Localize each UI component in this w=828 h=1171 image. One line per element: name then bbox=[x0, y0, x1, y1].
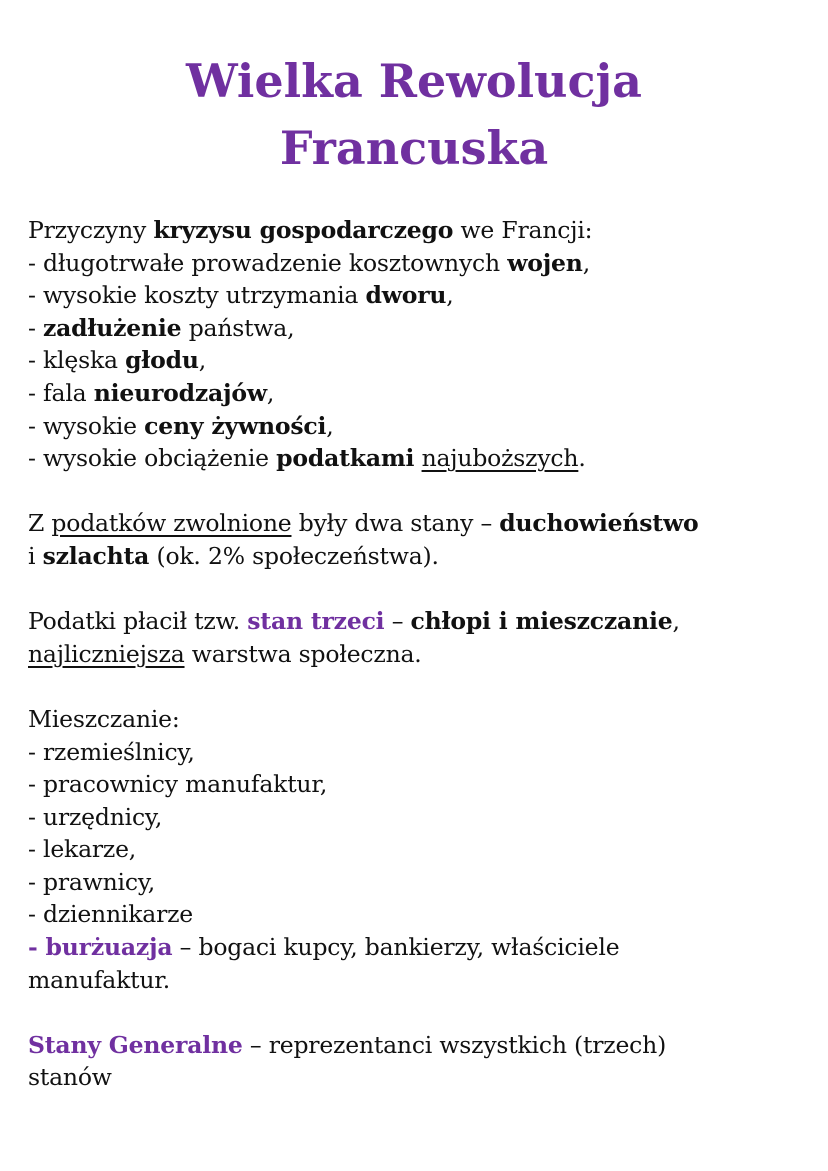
paragraph-gap bbox=[28, 996, 818, 1029]
exempt-line-1 bbox=[28, 507, 818, 540]
exempt-text: Z bbox=[28, 509, 52, 538]
estates-line-2: stanów bbox=[28, 1063, 112, 1092]
crisis-item-text: wysokie koszty utrzymania bbox=[43, 281, 366, 310]
bullet-dash: - bbox=[28, 313, 44, 342]
document-body bbox=[28, 214, 818, 1094]
crisis-item-bold: głodu bbox=[125, 346, 199, 375]
bourgeoisie-accent: burżuazja bbox=[45, 933, 173, 962]
list-item: - pracownicy manufaktur, bbox=[28, 770, 328, 799]
crisis-item-text: państwa, bbox=[181, 313, 295, 342]
taxes-text: warstwa społeczna. bbox=[184, 639, 422, 668]
crisis-item-end: . bbox=[578, 444, 586, 473]
exempt-line-2 bbox=[28, 540, 818, 573]
crisis-intro-bold: kryzysu gospodarczego bbox=[153, 216, 454, 244]
exempt-bold: szlachta bbox=[42, 541, 150, 570]
crisis-item bbox=[28, 247, 818, 280]
crisis-item-underline: najuboższych bbox=[421, 444, 579, 473]
burghers-heading: Mieszczanie: bbox=[28, 704, 180, 733]
crisis-item bbox=[28, 312, 818, 345]
taxes-line-2 bbox=[28, 638, 818, 671]
crisis-item-end: , bbox=[198, 346, 207, 375]
list-item: - rzemieślnicy, bbox=[28, 737, 195, 766]
estates-text: – reprezentanci wszystkich (trzech) bbox=[242, 1030, 667, 1059]
list-item: - dziennikarze bbox=[28, 900, 194, 929]
crisis-item bbox=[28, 344, 818, 377]
bullet-dash: - bbox=[28, 378, 44, 407]
taxes-text: , bbox=[672, 607, 680, 636]
taxes-text: – bbox=[384, 607, 411, 636]
crisis-item-bold: ceny żywności bbox=[144, 411, 327, 440]
estates-accent: Stany Generalne bbox=[28, 1030, 243, 1059]
bourgeoisie-text: – bogaci kupcy, bankierzy, właściciele bbox=[172, 933, 620, 962]
list-item: - prawnicy, bbox=[28, 867, 156, 896]
list-item: - lekarze, bbox=[28, 835, 137, 864]
list-item: - urzędnicy, bbox=[28, 802, 163, 831]
crisis-item-text: wysokie obciążenie bbox=[43, 444, 277, 473]
crisis-item bbox=[28, 279, 818, 312]
crisis-item-text: klęska bbox=[43, 346, 126, 375]
bullet-dash: - bbox=[28, 248, 44, 277]
bullet-dash: - bbox=[28, 933, 46, 962]
crisis-item-end: , bbox=[326, 411, 334, 440]
crisis-item-end: , bbox=[446, 281, 454, 310]
crisis-item bbox=[28, 377, 818, 410]
exempt-text: i bbox=[28, 541, 43, 570]
exempt-bold: duchowieństwo bbox=[499, 509, 699, 538]
crisis-intro-prefix: Przyczyny bbox=[28, 216, 154, 244]
crisis-intro bbox=[28, 214, 818, 247]
page-title-line-2: Francuska bbox=[279, 121, 549, 175]
paragraph-gap bbox=[28, 475, 818, 508]
crisis-item-text: długotrwałe prowadzenie kosztownych bbox=[43, 248, 508, 277]
crisis-item bbox=[28, 442, 818, 475]
crisis-item-end: , bbox=[266, 378, 275, 407]
crisis-item-text: fala bbox=[43, 378, 94, 407]
paragraph-gap bbox=[28, 670, 818, 703]
crisis-item-text: wysokie bbox=[43, 411, 145, 440]
estates-line-1 bbox=[28, 1029, 818, 1062]
exempt-text: były dwa stany – bbox=[291, 509, 500, 538]
crisis-item-bold: zadłużenie bbox=[43, 313, 182, 342]
bullet-dash: - bbox=[28, 411, 44, 440]
list-item-bourgeoisie-cont: manufaktur. bbox=[28, 965, 171, 994]
crisis-item-bold: nieurodzajów bbox=[93, 378, 267, 407]
crisis-item-end: , bbox=[582, 248, 590, 277]
crisis-item-bold: podatkami bbox=[276, 444, 415, 473]
taxes-underline: najliczniejsza bbox=[28, 639, 185, 668]
page-title-line-1: Wielka Rewolucja bbox=[186, 54, 642, 108]
taxes-accent: stan trzeci bbox=[247, 607, 385, 636]
exempt-underline: podatków zwolnione bbox=[51, 509, 292, 538]
crisis-item-space bbox=[414, 444, 421, 472]
crisis-item-bold: dworu bbox=[365, 281, 447, 310]
crisis-item bbox=[28, 410, 818, 443]
taxes-bold: chłopi i mieszczanie bbox=[410, 607, 673, 636]
bullet-dash: - bbox=[28, 281, 44, 310]
list-item-bourgeoisie bbox=[28, 931, 818, 964]
exempt-text: (ok. 2% społeczeństwa). bbox=[149, 541, 439, 570]
bullet-dash: - bbox=[28, 444, 44, 473]
taxes-line-1 bbox=[28, 605, 818, 638]
paragraph-gap bbox=[28, 573, 818, 606]
taxes-text: Podatki płacił tzw. bbox=[28, 607, 248, 636]
crisis-intro-suffix: we Francji: bbox=[453, 216, 593, 244]
crisis-item-bold: wojen bbox=[507, 248, 583, 277]
bullet-dash: - bbox=[28, 346, 44, 375]
